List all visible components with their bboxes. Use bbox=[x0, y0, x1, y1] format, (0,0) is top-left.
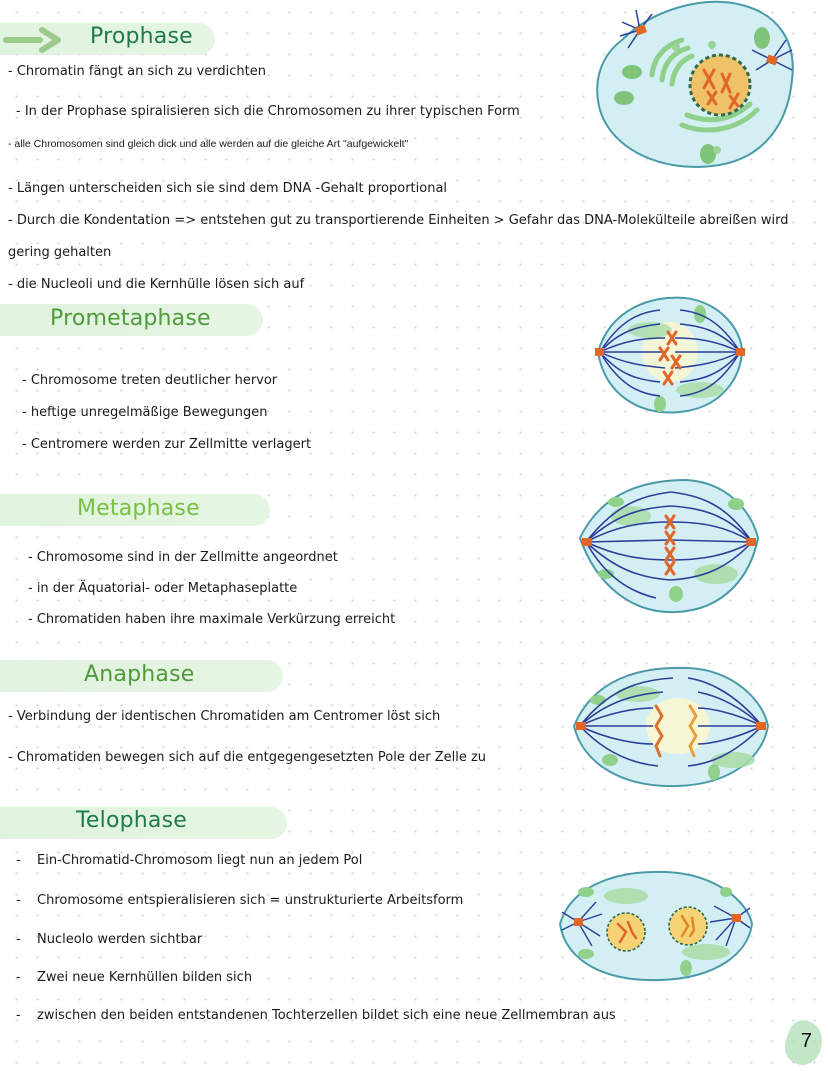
telophase-line-1: Ein-Chromatid-Chromosom liegt nun an jedem Pol bbox=[37, 853, 363, 868]
prophase-line-4: - Längen unterscheiden sich sie sind dem DNA -Gehalt proportional bbox=[8, 181, 448, 196]
telophase-line-2: Chromosome entspieralisieren sich = unstrukturierte Arbeitsform bbox=[37, 893, 464, 908]
telophase-cell-illustration bbox=[556, 866, 756, 984]
prometaphase-line-2: - heftige unregelmäßige Bewegungen bbox=[22, 405, 268, 420]
prometaphase-line-1: - Chromosome treten deutlicher hervor bbox=[22, 373, 278, 388]
section-title-prophase: Prophase bbox=[90, 24, 193, 49]
telophase-bullet-3: - bbox=[16, 932, 21, 947]
prophase-line-7: - die Nucleoli und die Kernhülle lösen sich auf bbox=[8, 277, 305, 292]
arrow-right-icon bbox=[2, 27, 64, 53]
anaphase-line-1: - Verbindung der identischen Chromatiden am Centromer löst sich bbox=[8, 709, 441, 724]
prophase-cell-illustration bbox=[592, 0, 802, 172]
telophase-line-5: zwischen den beiden entstandenen Tochterzellen bildet sich eine neue Zellmembran aus bbox=[37, 1008, 616, 1023]
prophase-line-5: - Durch die Kondentation => entstehen gut zu transportierende Einheiten > Gefahr das DNA-Molekülteile abreißen wird bbox=[8, 213, 789, 228]
prometaphase-cell-illustration bbox=[590, 290, 750, 420]
section-title-anaphase: Anaphase bbox=[84, 662, 195, 687]
prophase-line-2: - In der Prophase spiralisieren sich die Chromosomen zu ihrer typischen Form bbox=[16, 104, 520, 119]
prometaphase-line-3: - Centromere werden zur Zellmitte verlagert bbox=[22, 437, 312, 452]
telophase-bullet-4: - bbox=[16, 970, 21, 985]
telophase-line-4: Zwei neue Kernhüllen bilden sich bbox=[37, 970, 253, 985]
telophase-bullet-5: - bbox=[16, 1008, 21, 1023]
anaphase-cell-illustration bbox=[568, 660, 772, 790]
anaphase-line-2: - Chromatiden bewegen sich auf die entgegengesetzten Pole der Zelle zu bbox=[8, 750, 487, 765]
telophase-bullet-2: - bbox=[16, 893, 21, 908]
metaphase-line-1: - Chromosome sind in der Zellmitte angeordnet bbox=[28, 550, 338, 565]
section-title-metaphase: Metaphase bbox=[77, 496, 200, 521]
metaphase-line-2: - in der Äquatorial- oder Metaphaseplatte bbox=[28, 581, 298, 596]
section-title-prometaphase: Prometaphase bbox=[50, 306, 211, 331]
telophase-line-3: Nucleolo werden sichtbar bbox=[37, 932, 203, 947]
telophase-bullet-1: - bbox=[16, 853, 21, 868]
page-number: 7 bbox=[800, 1030, 812, 1052]
metaphase-cell-illustration bbox=[576, 474, 762, 616]
metaphase-line-3: - Chromatiden haben ihre maximale Verkürzung erreicht bbox=[28, 612, 396, 627]
prophase-line-6: gering gehalten bbox=[8, 245, 112, 260]
prophase-line-3: - alle Chromosomen sind gleich dick und alle werden auf die gleiche Art "aufgewickelt" bbox=[8, 138, 409, 150]
prophase-line-1: - Chromatin fängt an sich zu verdichten bbox=[8, 64, 266, 79]
section-title-telophase: Telophase bbox=[76, 808, 187, 833]
